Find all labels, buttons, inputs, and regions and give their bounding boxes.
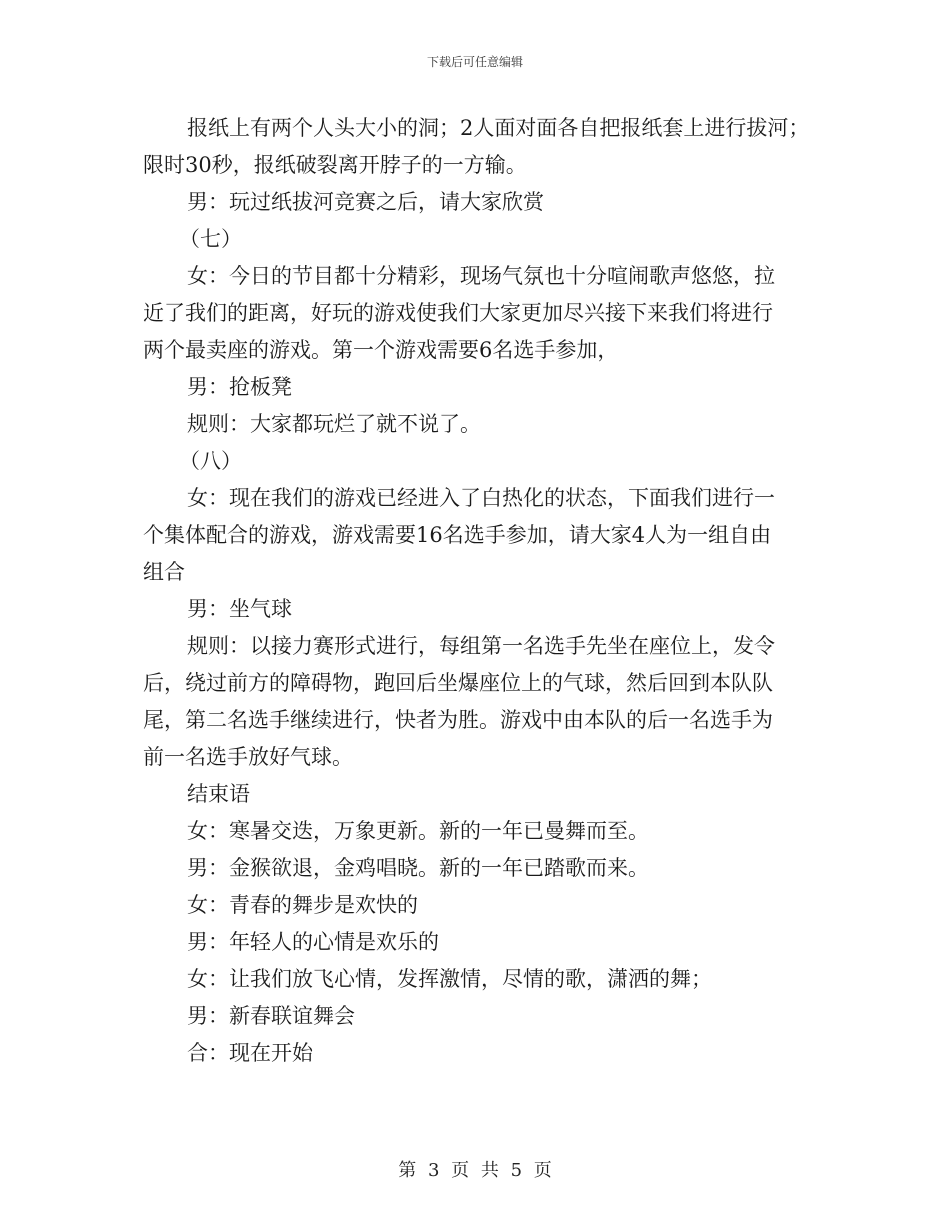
text-line: 合：现在开始: [187, 1041, 313, 1065]
text-line: 结束语: [187, 782, 250, 806]
text-line: 规则：以接力赛形式进行，每组第一名选手先坐在座位上，发令: [187, 634, 775, 658]
page-header-note: 下载后可任意编辑: [426, 55, 523, 69]
text-line: 女：让我们放飞心情，发挥激情，尽情的歌，潇洒的舞；: [187, 967, 712, 991]
text-line: 男：新春联谊舞会: [187, 1004, 355, 1028]
page-footer: 第 3 页 共 5 页: [398, 1160, 552, 1181]
text-line: 报纸上有两个人头大小的洞；2人面对面各自把报纸套上进行拔河；: [187, 116, 810, 140]
section-heading: （八）: [179, 449, 242, 473]
text-line: 尾，第二名选手继续进行，快者为胜。游戏中由本队的后一名选手为: [143, 708, 773, 732]
text-line: 组合: [143, 560, 185, 584]
text-line: 两个最卖座的游戏。第一个游戏需要6名选手参加，: [143, 338, 619, 362]
text-line: 后，绕过前方的障碍物，跑回后坐爆座位上的气球，然后回到本队队: [143, 671, 773, 695]
text-line: 前一名选手放好气球。: [143, 745, 353, 769]
text-line: 男：玩过纸拔河竞赛之后，请大家欣赏: [187, 190, 544, 214]
text-line: 女：今日的节目都十分精彩，现场气氛也十分喧闹歌声悠悠，拉: [187, 264, 775, 288]
text-line: 规则：大家都玩烂了就不说了。: [187, 412, 481, 436]
section-heading: （七）: [179, 227, 242, 251]
text-line: 限时30秒，报纸破裂离开脖子的一方输。: [143, 153, 527, 177]
text-line: 男：抢板凳: [187, 375, 292, 399]
text-line: 女：青春的舞步是欢快的: [187, 893, 418, 917]
document-body: [143, 110, 823, 1072]
text-line: 男：年轻人的心情是欢乐的: [187, 930, 439, 954]
text-line: 女：寒暑交迭，万象更新。新的一年已曼舞而至。: [187, 819, 649, 843]
text-line: 个集体配合的游戏，游戏需要16名选手参加，请大家4人为一组自由: [143, 523, 772, 547]
text-line: 近了我们的距离，好玩的游戏使我们大家更加尽兴接下来我们将进行: [143, 301, 773, 325]
text-line: 女：现在我们的游戏已经进入了白热化的状态，下面我们进行一: [187, 486, 775, 510]
text-line: 男：金猴欲退，金鸡唱晓。新的一年已踏歌而来。: [187, 856, 649, 880]
text-line: 男：坐气球: [187, 597, 292, 621]
